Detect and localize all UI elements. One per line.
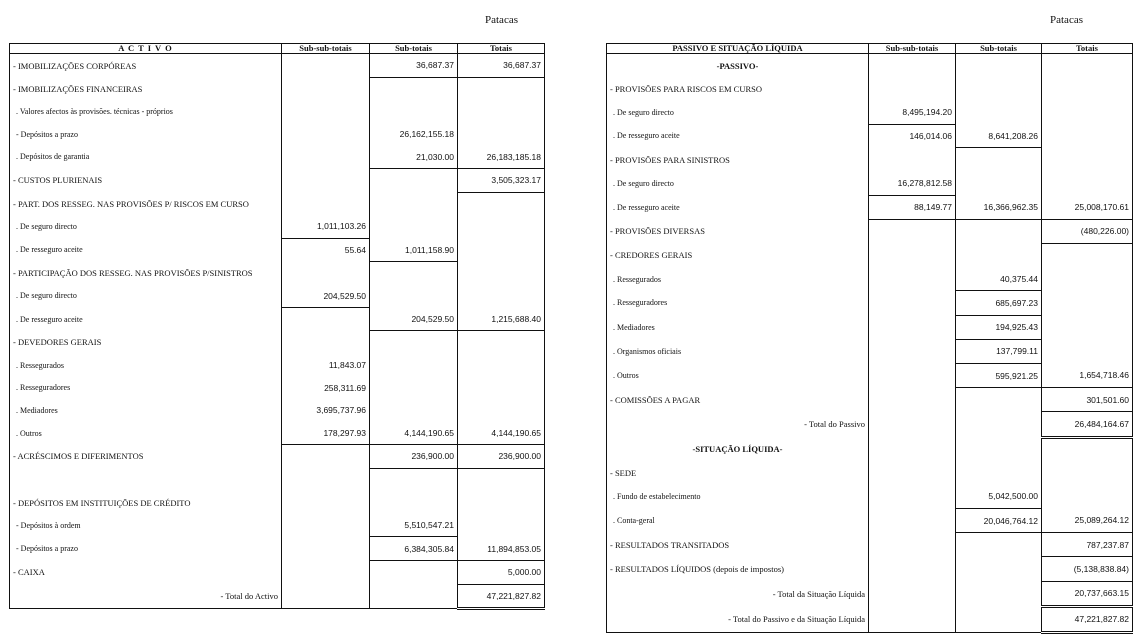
passivo-row — [607, 100, 1133, 124]
activo-row-total — [458, 491, 545, 514]
activo-row-label: - Total do Activo — [10, 584, 282, 609]
passivo-row-total — [1042, 100, 1133, 124]
activo-row-label: . Ressegurados — [10, 354, 282, 377]
passivo-row — [607, 244, 1133, 268]
passivo-row-subtotal — [956, 100, 1042, 124]
activo-row-label — [10, 468, 282, 491]
activo-row-subsubtotal: 1,011,103.26 — [282, 215, 370, 238]
activo-row-subtotal — [370, 284, 458, 307]
passivo-row-subtotal — [956, 533, 1042, 557]
activo-header-sub: Sub-totais — [370, 44, 458, 54]
passivo-row-total: (5,138,838.84) — [1042, 557, 1133, 581]
activo-row-label: . De seguro directo — [10, 215, 282, 238]
activo-row-subtotal: 21,030.00 — [370, 145, 458, 168]
passivo-row — [607, 485, 1133, 509]
passivo-row-label: - PROVISÕES PARA RISCOS EM CURSO — [607, 77, 869, 100]
passivo-row-total — [1042, 77, 1133, 100]
passivo-row-subsubtotal — [869, 606, 956, 632]
activo-row-label: . Depósitos de garantia — [10, 145, 282, 168]
activo-row-label: . Mediadores — [10, 399, 282, 422]
passivo-row-total — [1042, 462, 1133, 485]
activo-row-subtotal — [370, 399, 458, 422]
passivo-row-subtotal — [956, 462, 1042, 485]
activo-row — [10, 561, 545, 585]
passivo-row — [607, 124, 1133, 148]
activo-row-total: 26,183,185.18 — [458, 145, 545, 168]
activo-row — [10, 192, 545, 215]
passivo-row — [607, 388, 1133, 412]
activo-row-subsubtotal: 204,529.50 — [282, 284, 370, 307]
activo-row — [10, 399, 545, 422]
activo-row-subtotal: 236,900.00 — [370, 445, 458, 469]
passivo-row-subsubtotal — [869, 77, 956, 100]
passivo-row-total: (480,226.00) — [1042, 219, 1133, 243]
activo-row-subsubtotal: 55.64 — [282, 238, 370, 261]
activo-row-total — [458, 215, 545, 238]
passivo-row-total — [1042, 339, 1133, 363]
activo-row-subsubtotal — [282, 168, 370, 192]
passivo-row-total — [1042, 267, 1133, 291]
passivo-row-total — [1042, 291, 1133, 315]
passivo-header-row — [607, 44, 1133, 54]
activo-row — [10, 584, 545, 609]
activo-row-total — [458, 376, 545, 399]
passivo-row — [607, 557, 1133, 581]
passivo-row-label: -SITUAÇÃO LÍQUIDA- — [607, 437, 869, 462]
passivo-row-subtotal — [956, 388, 1042, 412]
activo-row-total: 11,894,853.05 — [458, 537, 545, 561]
activo-row-label: - CUSTOS PLURIENAIS — [10, 168, 282, 192]
activo-row-label: . Resseguradores — [10, 376, 282, 399]
passivo-row-subsubtotal — [869, 54, 956, 78]
passivo-row-total: 787,237.87 — [1042, 533, 1133, 557]
passivo-row — [607, 291, 1133, 315]
activo-row-label: - ACRÉSCIMOS E DIFERIMENTOS — [10, 445, 282, 469]
passivo-row-label: . Outros — [607, 363, 869, 387]
activo-row-total — [458, 399, 545, 422]
activo-row-subsubtotal — [282, 145, 370, 168]
activo-row — [10, 145, 545, 168]
passivo-row-subtotal: 194,925.43 — [956, 315, 1042, 339]
passivo-row-subsubtotal — [869, 533, 956, 557]
activo-row-subsubtotal — [282, 537, 370, 561]
passivo-row-label: . De resseguro aceite — [607, 124, 869, 148]
activo-row — [10, 123, 545, 146]
activo-row-total — [458, 238, 545, 261]
passivo-row-total — [1042, 244, 1133, 268]
activo-row-subsubtotal — [282, 331, 370, 354]
activo-row-subsubtotal — [282, 192, 370, 215]
activo-row-total: 3,505,323.17 — [458, 168, 545, 192]
passivo-row-subsubtotal — [869, 412, 956, 437]
passivo-row-subtotal: 5,042,500.00 — [956, 485, 1042, 509]
activo-row — [10, 331, 545, 354]
activo-row-label: . De seguro directo — [10, 284, 282, 307]
passivo-row-subtotal — [956, 219, 1042, 243]
passivo-row-label: . De seguro directo — [607, 171, 869, 195]
activo-row-subtotal — [370, 331, 458, 354]
activo-row-subsubtotal: 178,297.93 — [282, 422, 370, 445]
passivo-row-subsubtotal — [869, 315, 956, 339]
activo-row-label: - PARTICIPAÇÃO DOS RESSEG. NAS PROVISÕES P/SINISTROS — [10, 261, 282, 284]
passivo-row-total: 301,501.60 — [1042, 388, 1133, 412]
passivo-row — [607, 148, 1133, 172]
activo-row-subtotal: 5,510,547.21 — [370, 514, 458, 537]
activo-row-subsubtotal — [282, 584, 370, 609]
activo-row-subtotal: 204,529.50 — [370, 308, 458, 331]
activo-row-label: . De resseguro aceite — [10, 308, 282, 331]
activo-row — [10, 468, 545, 491]
passivo-row-subsubtotal — [869, 388, 956, 412]
passivo-row-total — [1042, 124, 1133, 148]
passivo-row-label: . Mediadores — [607, 315, 869, 339]
activo-row-subtotal — [370, 77, 458, 100]
passivo-row — [607, 339, 1133, 363]
activo-row-subtotal — [370, 468, 458, 491]
activo-row-subtotal — [370, 215, 458, 238]
activo-row-subtotal: 26,162,155.18 — [370, 123, 458, 146]
passivo-row-label: . Fundo de estabelecimento — [607, 485, 869, 509]
activo-row-total — [458, 261, 545, 284]
passivo-row-label: -PASSIVO- — [607, 54, 869, 78]
passivo-row-subtotal: 20,046,764.12 — [956, 509, 1042, 533]
activo-row-subtotal — [370, 261, 458, 284]
passivo-row-label: - Total da Situação Líquida — [607, 581, 869, 606]
passivo-row — [607, 363, 1133, 387]
passivo-row-label: - RESULTADOS LÍQUIDOS (depois de impostos) — [607, 557, 869, 581]
activo-header-row — [10, 44, 545, 54]
activo-row-label: . Valores afectos às provisões. técnicas - próprios — [10, 100, 282, 123]
activo-row-total — [458, 100, 545, 123]
passivo-row-subtotal — [956, 148, 1042, 172]
activo-row-subsubtotal: 11,843.07 — [282, 354, 370, 377]
activo-row-subsubtotal — [282, 468, 370, 491]
passivo-row — [607, 195, 1133, 219]
passivo-row-subtotal: 685,697.23 — [956, 291, 1042, 315]
passivo-row — [607, 412, 1133, 437]
passivo-row-subsubtotal — [869, 291, 956, 315]
activo-row-total — [458, 123, 545, 146]
passivo-row-subtotal — [956, 412, 1042, 437]
activo-row — [10, 308, 545, 331]
passivo-table — [606, 43, 1133, 634]
passivo-row-total — [1042, 437, 1133, 462]
passivo-row-subtotal — [956, 437, 1042, 462]
activo-row-subsubtotal — [282, 261, 370, 284]
activo-row-total: 4,144,190.65 — [458, 422, 545, 445]
passivo-row-subtotal: 16,366,962.35 — [956, 195, 1042, 219]
passivo-row-total: 20,737,663.15 — [1042, 581, 1133, 606]
passivo-row-subtotal: 40,375.44 — [956, 267, 1042, 291]
activo-row — [10, 168, 545, 192]
passivo-row-subsubtotal — [869, 339, 956, 363]
passivo-row-subtotal: 8,641,208.26 — [956, 124, 1042, 148]
activo-row-subsubtotal: 3,695,737.96 — [282, 399, 370, 422]
activo-row — [10, 238, 545, 261]
activo-row-subtotal: 6,384,305.84 — [370, 537, 458, 561]
passivo-row — [607, 533, 1133, 557]
activo-row-subsubtotal — [282, 77, 370, 100]
passivo-row-label: - Total do Passivo — [607, 412, 869, 437]
passivo-row-total — [1042, 148, 1133, 172]
passivo-row — [607, 581, 1133, 606]
activo-row — [10, 491, 545, 514]
activo-row-subsubtotal — [282, 123, 370, 146]
passivo-row-subsubtotal: 146,014.06 — [869, 124, 956, 148]
activo-row-total: 236,900.00 — [458, 445, 545, 469]
passivo-row — [607, 437, 1133, 462]
passivo-header-label: PASSIVO E SITUAÇÃO LÍQUIDA — [607, 44, 869, 54]
passivo-row-label: - RESULTADOS TRANSITADOS — [607, 533, 869, 557]
activo-row-subsubtotal — [282, 308, 370, 331]
passivo-row-label: - PROVISÕES PARA SINISTROS — [607, 148, 869, 172]
activo-row-total — [458, 514, 545, 537]
passivo-row-subtotal — [956, 54, 1042, 78]
activo-row — [10, 514, 545, 537]
passivo-row-subsubtotal — [869, 244, 956, 268]
activo-row-label: - DEPÓSITOS EM INSTITUIÇÕES DE CRÉDITO — [10, 491, 282, 514]
passivo-row-total: 26,484,164.67 — [1042, 412, 1133, 437]
passivo-row-subsubtotal — [869, 148, 956, 172]
activo-row-label: - IMOBILIZAÇÕES CORPÓREAS — [10, 54, 282, 78]
passivo-row-total: 25,089,264.12 — [1042, 509, 1133, 533]
activo-row — [10, 284, 545, 307]
passivo-row-subtotal — [956, 77, 1042, 100]
passivo-row-subtotal: 595,921.25 — [956, 363, 1042, 387]
activo-row — [10, 54, 545, 78]
passivo-row-subtotal — [956, 606, 1042, 632]
passivo-row-subsubtotal — [869, 363, 956, 387]
passivo-row-label: - CREDORES GERAIS — [607, 244, 869, 268]
activo-row-total — [458, 284, 545, 307]
activo-row — [10, 215, 545, 238]
activo-row-label: - DEVEDORES GERAIS — [10, 331, 282, 354]
activo-row-subtotal: 1,011,158.90 — [370, 238, 458, 261]
activo-row-subtotal — [370, 168, 458, 192]
passivo-row-subtotal: 137,799.11 — [956, 339, 1042, 363]
activo-row — [10, 376, 545, 399]
passivo-row-total — [1042, 171, 1133, 195]
activo-row-subtotal — [370, 354, 458, 377]
passivo-row-subsubtotal — [869, 267, 956, 291]
activo-row-subtotal — [370, 491, 458, 514]
passivo-row-subtotal — [956, 171, 1042, 195]
passivo-row-total: 1,654,718.46 — [1042, 363, 1133, 387]
passivo-row-subsubtotal: 88,149.77 — [869, 195, 956, 219]
activo-row — [10, 422, 545, 445]
passivo-row-subsubtotal: 8,495,194.20 — [869, 100, 956, 124]
activo-row-subsubtotal — [282, 514, 370, 537]
passivo-row-subtotal — [956, 244, 1042, 268]
passivo-row-total — [1042, 315, 1133, 339]
passivo-row — [607, 77, 1133, 100]
passivo-row-total — [1042, 54, 1133, 78]
activo-row-total: 36,687.37 — [458, 54, 545, 78]
activo-row-total: 1,215,688.40 — [458, 308, 545, 331]
passivo-row-subtotal — [956, 581, 1042, 606]
activo-row-subtotal — [370, 561, 458, 585]
activo-row-subsubtotal — [282, 491, 370, 514]
passivo-row-label: . De resseguro aceite — [607, 195, 869, 219]
currency-label-left: Patacas — [485, 14, 518, 26]
activo-header-total: Totais — [458, 44, 545, 54]
passivo-row-label: . De seguro directo — [607, 100, 869, 124]
passivo-row-label: - COMISSÕES A PAGAR — [607, 388, 869, 412]
passivo-row — [607, 171, 1133, 195]
passivo-row-subsubtotal: 16,278,812.58 — [869, 171, 956, 195]
activo-row — [10, 261, 545, 284]
passivo-row-subsubtotal — [869, 437, 956, 462]
activo-row-label: - Depósitos a prazo — [10, 123, 282, 146]
activo-row — [10, 445, 545, 469]
passivo-row — [607, 462, 1133, 485]
activo-row-label: - PART. DOS RESSEG. NAS PROVISÕES P/ RISCOS EM CURSO — [10, 192, 282, 215]
passivo-row-total: 25,008,170.61 — [1042, 195, 1133, 219]
passivo-row — [607, 219, 1133, 243]
activo-row-label: - CAIXA — [10, 561, 282, 585]
activo-row-total — [458, 354, 545, 377]
activo-row — [10, 354, 545, 377]
activo-row-subtotal — [370, 192, 458, 215]
activo-row-label: . Outros — [10, 422, 282, 445]
passivo-row-subsubtotal — [869, 509, 956, 533]
activo-row-total — [458, 192, 545, 215]
passivo-row-total: 47,221,827.82 — [1042, 606, 1133, 632]
activo-row-total — [458, 468, 545, 491]
activo-row-subsubtotal — [282, 100, 370, 123]
activo-row — [10, 77, 545, 100]
passivo-row-label: . Conta-geral — [607, 509, 869, 533]
passivo-row-subsubtotal — [869, 557, 956, 581]
passivo-header-total: Totais — [1042, 44, 1133, 54]
activo-row-subtotal: 36,687.37 — [370, 54, 458, 78]
activo-row-label: - Depósitos à ordem — [10, 514, 282, 537]
activo-row-label: . De resseguro aceite — [10, 238, 282, 261]
activo-row-subtotal: 4,144,190.65 — [370, 422, 458, 445]
activo-row-total — [458, 77, 545, 100]
passivo-row — [607, 315, 1133, 339]
activo-header-label: A C T I V O — [10, 44, 282, 54]
passivo-row-label: . Resseguradores — [607, 291, 869, 315]
passivo-header-sub: Sub-totais — [956, 44, 1042, 54]
activo-row — [10, 100, 545, 123]
passivo-row-label: - PROVISÕES DIVERSAS — [607, 219, 869, 243]
passivo-row — [607, 509, 1133, 533]
activo-row-total — [458, 331, 545, 354]
activo-row-total: 5,000.00 — [458, 561, 545, 585]
activo-row-subtotal — [370, 100, 458, 123]
passivo-row-subsubtotal — [869, 485, 956, 509]
passivo-row — [607, 54, 1133, 78]
passivo-row-label: - SEDE — [607, 462, 869, 485]
passivo-row-label: . Ressegurados — [607, 267, 869, 291]
activo-row-subsubtotal — [282, 54, 370, 78]
currency-label-right: Patacas — [1050, 14, 1083, 26]
activo-row-subsubtotal — [282, 561, 370, 585]
passivo-row-total — [1042, 485, 1133, 509]
activo-row — [10, 537, 545, 561]
passivo-header-subsub: Sub-sub-totais — [869, 44, 956, 54]
passivo-row — [607, 606, 1133, 632]
activo-header-subsub: Sub-sub-totais — [282, 44, 370, 54]
activo-row-subsubtotal — [282, 445, 370, 469]
passivo-row-subtotal — [956, 557, 1042, 581]
activo-row-subtotal — [370, 584, 458, 609]
activo-row-total: 47,221,827.82 — [458, 584, 545, 609]
passivo-row-subsubtotal — [869, 462, 956, 485]
passivo-row-subsubtotal — [869, 219, 956, 243]
activo-row-label: - Depósitos a prazo — [10, 537, 282, 561]
passivo-row — [607, 267, 1133, 291]
passivo-row-subsubtotal — [869, 581, 956, 606]
activo-table — [9, 43, 545, 610]
passivo-row-label: - Total do Passivo e da Situação Líquida — [607, 606, 869, 632]
passivo-row-label: . Organismos oficiais — [607, 339, 869, 363]
activo-row-label: - IMOBILIZAÇÕES FINANCEIRAS — [10, 77, 282, 100]
activo-row-subtotal — [370, 376, 458, 399]
activo-row-subsubtotal: 258,311.69 — [282, 376, 370, 399]
